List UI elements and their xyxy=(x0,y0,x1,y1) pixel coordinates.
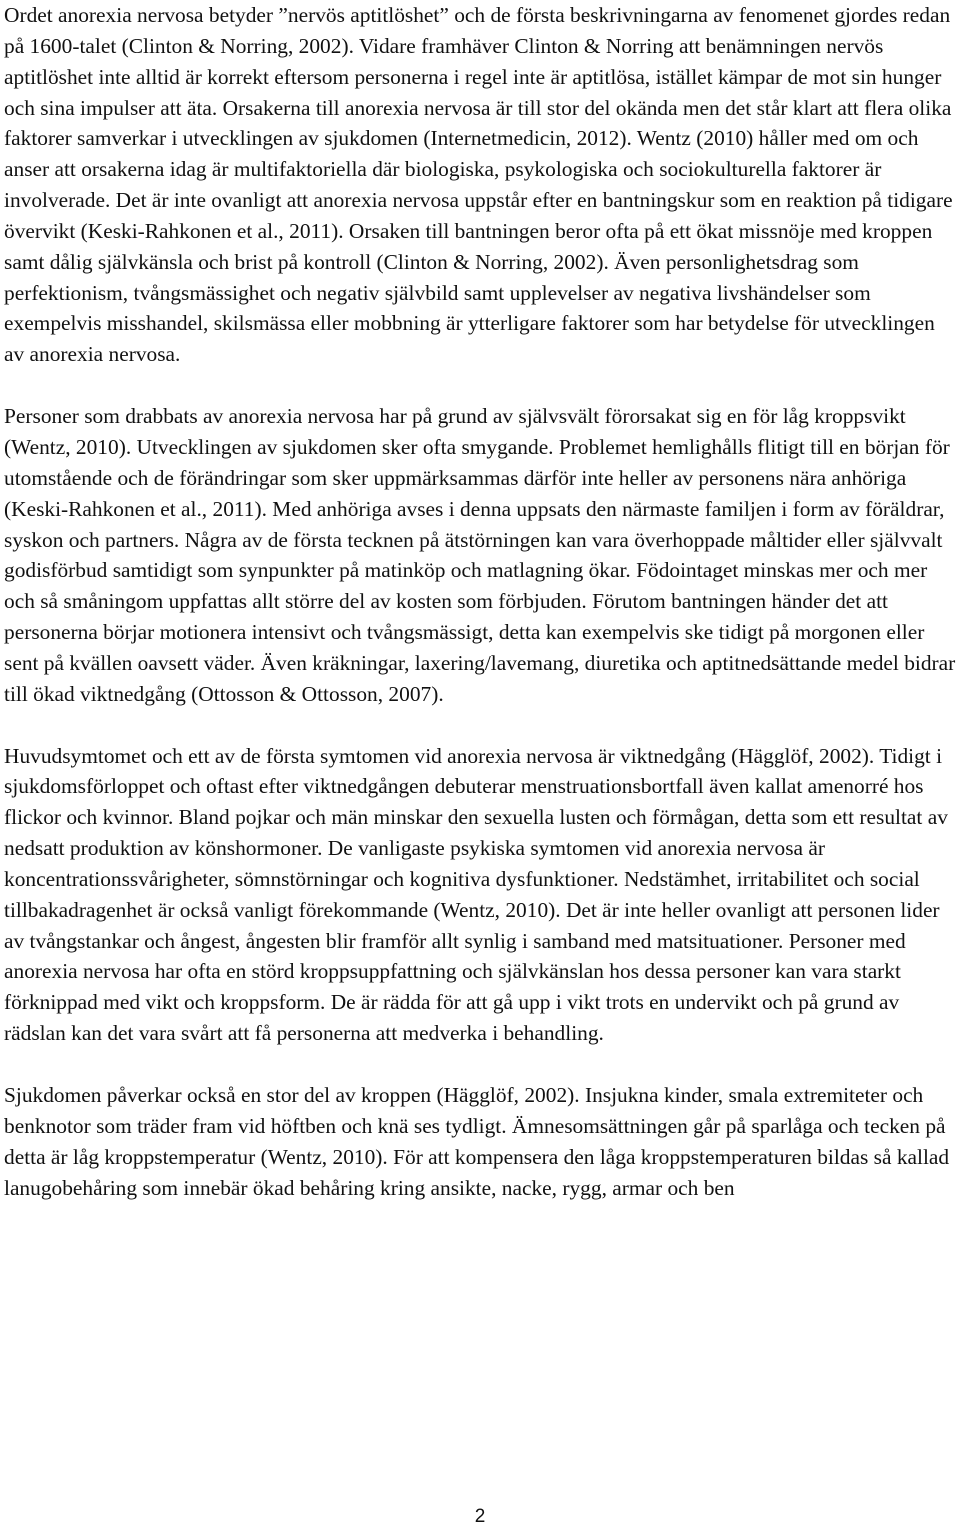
paragraph-bodily-effects: Sjukdomen påverkar också en stor del av kroppen (Hägglöf, 2002). Insjukna kinder, smala extremiteter och benknotor som träder fram vid höftben och knä ses tydligt. Ämnesomsättningen går på sparlåga och tecken på detta är låg kroppstemperatur (Wentz, 2010). För att kompensera den låga kroppstemperaturen bildas så kallad lanugobehåring som innebär ökad behåring kring ansikte, nacke, rygg, armar och ben xyxy=(4,1083,950,1200)
paragraph-weight-loss-development: Personer som drabbats av anorexia nervosa har på grund av självsvält förorsakat sig en för låg kroppsvikt (Wentz, 2010). Utvecklingen av sjukdomen sker ofta smygande. Problemet hemlighålls flitigt till en början för utomstående och de förändringar som sker uppmärksammas därför inte heller av personens nära anhöriga (Keski-Rahkonen et al., 2011). Med anhöriga avses i denna uppsats den närmaste familjen i form av föräldrar, syskon och partners. Några av de första tecknen på ätstörningen kan vara överhoppade måltider eller självvalt godisförbud samtidigt som synpunkter på matinköp och matlagning ökar. Födointaget minskas mer och mer och så småningom uppfattas allt större del av kosten som förbjuden. Förutom bantningen händer det att personerna börjar motionera intensivt och tvångsmässigt, detta kan exempelvis ske tidigt på morgonen eller sent på kvällen oavsett väder. Även kräkningar, laxering/lavemang, diuretika och aptitnedsättande medel bidrar till ökad viktnedgång (Ottosson & Ottosson, 2007). xyxy=(4,404,956,706)
document-page xyxy=(4,0,956,1531)
page-number: 2 xyxy=(474,1506,486,1527)
paragraph-spacer xyxy=(4,710,956,741)
paragraph-anorexia-definition: Ordet anorexia nervosa betyder ”nervös aptitlöshet” och de första beskrivningarna av fenomenet gjordes redan på 1600-talet (Clinton & Norring, 2002). Vidare framhäver Clinton & Norring att benämningen nervös aptitlöshet inte alltid är korrekt eftersom personerna i regel inte är aptitlösa, istället kämpar de mot sin hunger och sina impulser att äta. Orsakerna till anorexia nervosa är till stor del okända men det står klart att flera olika faktorer samverkar i utvecklingen av sjukdomen (Internetmedicin, 2012). Wentz (2010) håller med om och anser att orsakerna idag är multifaktoriella där biologiska, psykologiska och sociokulturella faktorer är involverade. Det är inte ovanligt att anorexia nervosa uppstår efter en bantningskur som en reaktion på tidigare övervikt (Keski-Rahkonen et al., 2011). Orsaken till bantningen beror ofta på ett ökat missnöje med kroppen samt dålig självkänsla och brist på kontroll (Clinton & Norring, 2002). Även personlighetsdrag som perfektionism, tvångsmässighet och negativ självbild samt upplevelser av negativa livshändelser som exempelvis misshandel, skilsmässa eller mobbning är ytterligare faktorer som har betydelse för utvecklingen av anorexia nervosa. xyxy=(4,3,953,367)
paragraph-main-symptoms: Huvudsymtomet och ett av de första symtomen vid anorexia nervosa är viktnedgång (Hägglöf, 2002). Tidigt i sjukdomsförloppet och oftast efter viktnedgången debuterar menstruationsbortfall även kallat amenorré hos flickor och kvinnor. Bland pojkar och män minskar den sexuella lusten och förmågan, detta som ett resultat av nedsatt produktion av könshormoner. De vanligaste psykiska symtomen vid anorexia nervosa är koncentrationssvårigheter, sömnstörningar och kognitiva dysfunktioner. Nedstämhet, irritabilitet och social tillbakadragenhet är också vanligt förekommande (Wentz, 2010). Det är inte heller ovanligt att personen lider av tvångstankar och ångest, ångesten blir framför allt synlig i samband med matsituationer. Personer med anorexia nervosa har ofta en störd kroppsuppfattning och självkänslan hos dessa personer kan vara starkt förknippad med vikt och kroppsform. De är rädda för att gå upp i vikt trots en undervikt och på grund av rädslan kan det vara svårt att få personerna att medverka i behandling. xyxy=(4,743,948,1046)
paragraph-spacer xyxy=(4,370,956,401)
paragraph-spacer xyxy=(4,1049,956,1080)
